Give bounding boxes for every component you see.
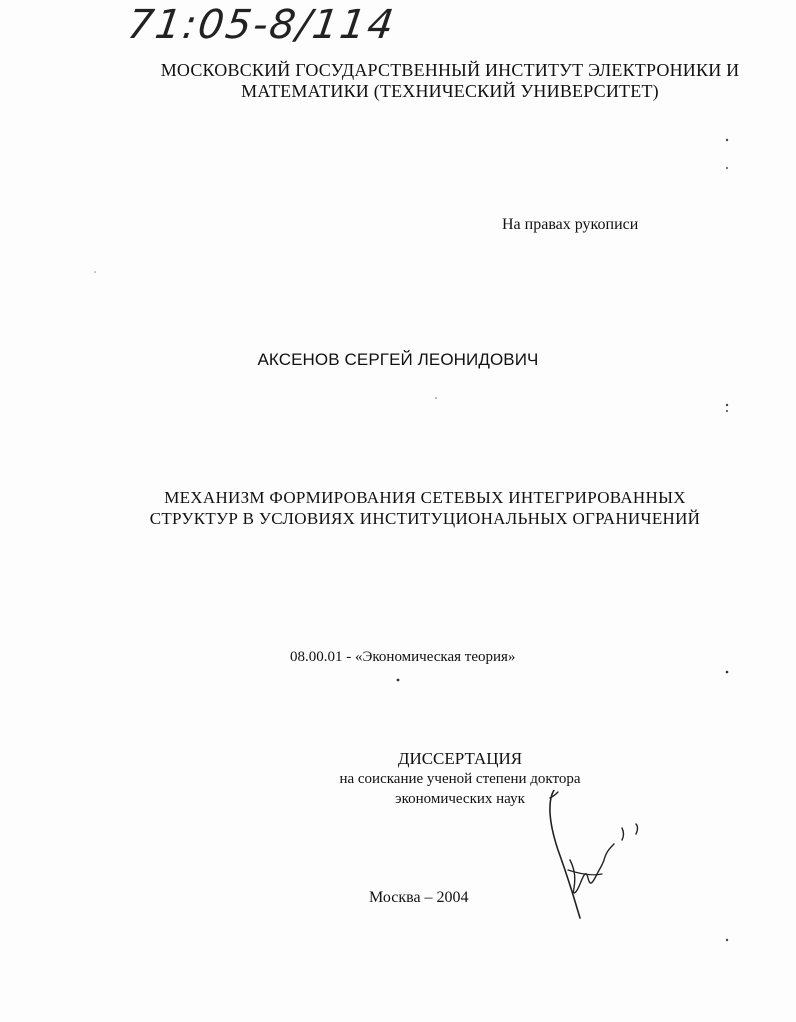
institute-name-line-2: МАТЕМАТИКИ (ТЕХНИЧЕСКИЙ УНИВЕРСИТЕТ) bbox=[241, 81, 659, 101]
author-name: АКСЕНОВ СЕРГЕЙ ЛЕОНИДОВИЧ bbox=[257, 350, 539, 369]
archive-code-handwritten: 71:05-8/114 bbox=[124, 2, 399, 48]
institute-name-line-1: МОСКОВСКИЙ ГОСУДАРСТВЕННЫЙ ИНСТИТУТ ЭЛЕКТРОНИКИ И bbox=[160, 60, 740, 80]
dissertation-title bbox=[0, 487, 796, 529]
institute-name bbox=[100, 60, 796, 102]
city-year: Москва – 2004 bbox=[369, 889, 469, 906]
degree-line-1: на соискание ученой степени доктора bbox=[339, 771, 581, 787]
dissertation-title-line-2: СТРУКТУР В УСЛОВИЯХ ИНСТИТУЦИОНАЛЬНЫХ ОГРАНИЧЕНИЙ bbox=[149, 509, 701, 528]
specialty-code: 08.00.01 - «Экономическая теория» bbox=[290, 649, 516, 665]
dissertation-heading: ДИССЕРТАЦИЯ bbox=[397, 749, 523, 768]
rights-note: На правах рукописи bbox=[502, 216, 639, 233]
dissertation-title-line-1: МЕХАНИЗМ ФОРМИРОВАНИЯ СЕТЕВЫХ ИНТЕГРИРОВАННЫХ bbox=[164, 488, 686, 507]
signature bbox=[540, 790, 650, 920]
degree-line-2: экономических наук bbox=[395, 791, 525, 807]
